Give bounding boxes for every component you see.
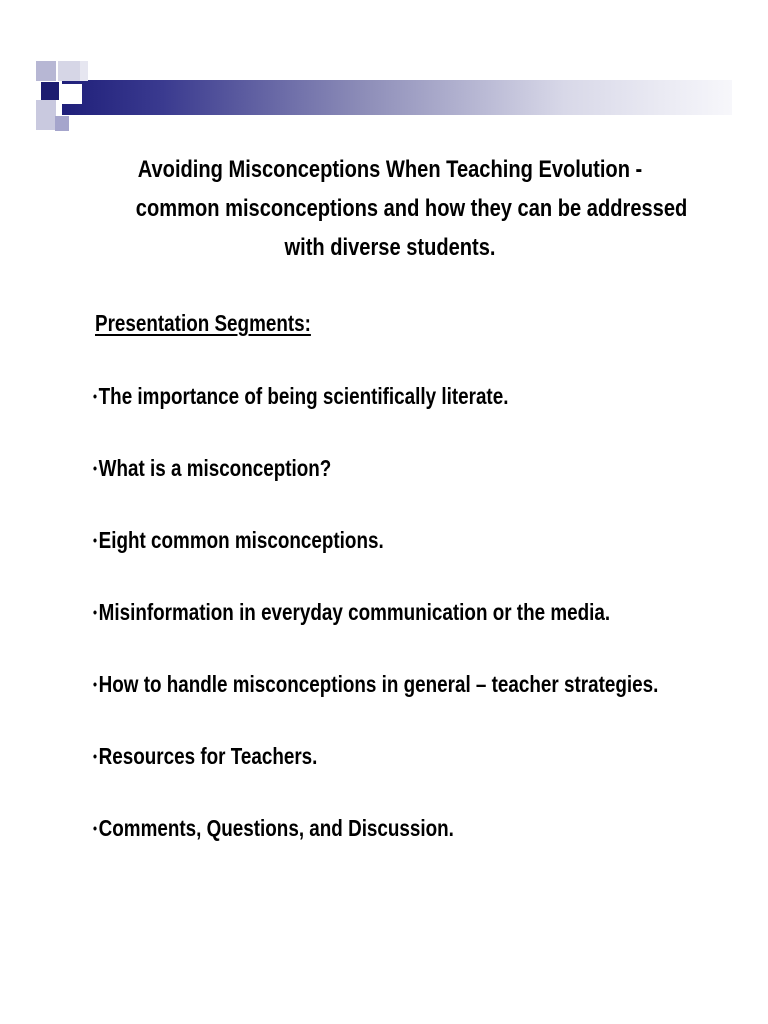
slide-title: [135, 150, 688, 267]
segment-item: [93, 668, 658, 740]
bullet-icon: •: [93, 532, 98, 548]
bullet-icon: •: [93, 820, 98, 836]
segment-text: Misinformation in everyday communication or the media.: [98, 599, 611, 625]
bullet-icon: •: [93, 388, 98, 404]
header-gradient-band: [62, 80, 732, 115]
segment-item: [93, 524, 658, 596]
decor-square: [62, 84, 82, 104]
decor-square: [55, 116, 69, 131]
slide-title-line: common misconceptions and how they can be addressed: [135, 195, 688, 222]
segment-list: [93, 380, 768, 884]
segment-item: [93, 380, 658, 452]
decor-square: [41, 82, 59, 100]
slide-title-line: Avoiding Misconceptions When Teaching Evolution -: [137, 156, 643, 183]
segment-item: [93, 596, 658, 668]
segment-item: [93, 812, 658, 884]
decor-square: [58, 61, 80, 81]
bullet-icon: •: [93, 604, 98, 620]
segment-item: [93, 740, 658, 812]
decor-square: [80, 61, 88, 81]
section-label: Presentation Segments:: [95, 310, 311, 336]
bullet-icon: •: [93, 676, 98, 692]
segment-text: What is a misconception?: [98, 455, 332, 481]
segment-text: How to handle misconceptions in general – teacher strategies.: [98, 671, 659, 697]
bullet-icon: •: [93, 460, 98, 476]
segment-text: Eight common misconceptions.: [98, 527, 384, 553]
slide-title-line: with diverse students.: [284, 234, 496, 261]
bullet-icon: •: [93, 748, 98, 764]
decor-square: [36, 61, 56, 81]
segment-text: Comments, Questions, and Discussion.: [98, 815, 454, 841]
segment-text: The importance of being scientifically literate.: [98, 383, 509, 409]
decor-square: [36, 100, 56, 130]
segment-text: Resources for Teachers.: [98, 743, 318, 769]
segment-item: [93, 452, 658, 524]
